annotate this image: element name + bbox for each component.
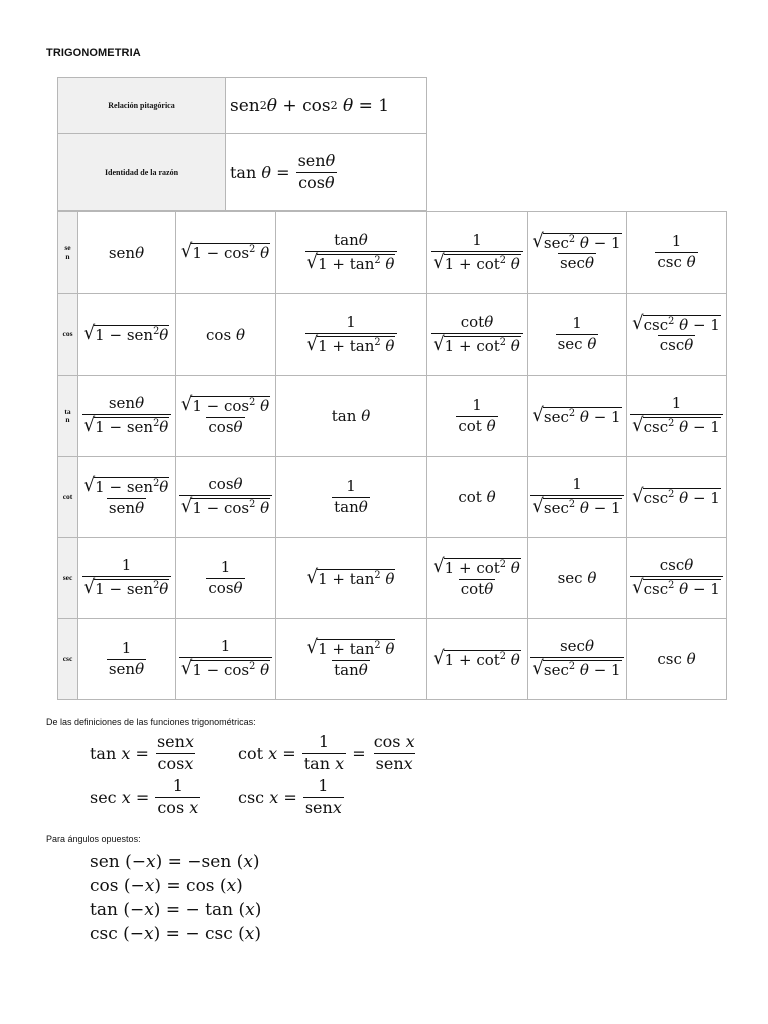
cell-csc-sen: $\frac{1}{\text{senθ}}$: [77, 618, 176, 700]
cell-cos-tan: 1 √ $1 + \tan^2 \theta$: [275, 293, 427, 376]
cell-tan-sen: senθ √ 1 − sen$^2$θ: [77, 375, 176, 457]
cell-sen-sec: √ $\sec^2 \theta - 1$ secθ: [527, 211, 627, 294]
cell-cos-cot: cotθ √ $1 + \cot^2 \theta$: [426, 293, 528, 376]
row-header-sen: se n: [57, 211, 78, 294]
cell-sec-tan: √ $1 + \tan^2 \theta$: [275, 537, 427, 619]
row-header-sec: sec: [57, 537, 78, 619]
row-header-cos: cos: [57, 293, 78, 376]
opposite-csc: csc (− x ) = − csc ( x ): [90, 924, 262, 944]
cell-csc-tan: √ $1 + \tan^2 \theta$ tanθ: [275, 618, 427, 700]
cell-sen-cot: 1 √ $1 + \cot^2 \theta$: [426, 211, 528, 294]
cell-sen-tan: tanθ √ $1 + \tan^2 \theta$: [275, 211, 427, 294]
cell-tan-sec: √ $\sec^2 \theta - 1$: [527, 375, 627, 457]
def-sec: sec x = $\frac{1}{\text{cos x}}$: [90, 776, 199, 817]
cell-cot-cos: cosθ √ $1 - \cos^2 \theta$: [175, 456, 276, 538]
cell-sec-sec: sec θ: [527, 537, 627, 619]
cell-tan-cot: $\frac{1}{\text{cot θ}}$: [426, 375, 528, 457]
cell-cot-sec: 1 √ $\sec^2 \theta - 1$: [527, 456, 627, 538]
cell-cos-sen: √ 1 − sen$^2$θ: [77, 293, 176, 376]
def-csc: csc x = $\frac{1}{\text{senx}}$: [238, 776, 342, 817]
cell-csc-cot: √ $1 + \cot^2 \theta$: [426, 618, 528, 700]
cell-sen-sen: sen θ: [77, 211, 176, 294]
row-header-tan: ta n: [57, 375, 78, 457]
cell-sec-csc: cscθ √ $\csc^2 \theta - 1$: [626, 537, 727, 619]
opposite-heading: Para ángulos opuestos:: [46, 834, 141, 844]
cell-cot-csc: √ $\csc^2 \theta - 1$: [626, 456, 727, 538]
cell-sec-cot: √ $1 + \cot^2 \theta$ cotθ: [426, 537, 528, 619]
ratio-formula: tan θ = $\frac{\text{senθ}}{\cos\theta}$: [225, 133, 427, 211]
cell-cos-cos: cos θ: [175, 293, 276, 376]
cell-csc-cos: 1 √ $1 - \cos^2 \theta$: [175, 618, 276, 700]
cell-sec-cos: $\frac{1}{\cos\theta}$: [175, 537, 276, 619]
def-tan: tan x = $\frac{\text{senx}}{\cos x}$: [90, 732, 194, 773]
page-title: TRIGONOMETRIA: [46, 47, 141, 59]
opposite-cos: cos (− x ) = cos ( x ): [90, 876, 243, 896]
pythagorean-formula: sen 2 θ + cos 2 θ = 1: [225, 77, 427, 134]
ratio-label: Identidad de la razón: [57, 133, 226, 211]
row-header-csc: csc: [57, 618, 78, 700]
cell-csc-sec: secθ √ $\sec^2 \theta - 1$: [527, 618, 627, 700]
opposite-tan: tan (− x ) = − tan ( x ): [90, 900, 262, 920]
row-header-cot: cot: [57, 456, 78, 538]
definitions-heading: De las definiciones de las funciones trigonométricas:: [46, 717, 256, 727]
cell-cot-cot: cot θ: [426, 456, 528, 538]
cell-cot-tan: $\frac{1}{\tan\theta}$: [275, 456, 427, 538]
pythagorean-label: Relación pitagórica: [57, 77, 226, 134]
cell-csc-csc: csc θ: [626, 618, 727, 700]
def-cot: cot x = $\frac{1}{\text{tan x}}$ = $\frac{\text{cos x}}{\text{senx}}$: [238, 732, 415, 773]
cell-cos-csc: √ $\csc^2 \theta - 1$ cscθ: [626, 293, 727, 376]
opposite-sen: sen (− x ) = −sen ( x ): [90, 852, 260, 872]
cell-tan-cos: √ $1 - \cos^2 \theta$ cosθ: [175, 375, 276, 457]
cell-sec-sen: 1 √ 1 − sen$^2$θ: [77, 537, 176, 619]
cell-cos-sec: $\frac{1}{\text{sec θ}}$: [527, 293, 627, 376]
cell-sen-csc: $\frac{1}{\text{csc θ}}$: [626, 211, 727, 294]
cell-sen-cos: √ $1 - \cos^2 \theta$: [175, 211, 276, 294]
cell-tan-csc: 1 √ $\csc^2 \theta - 1$: [626, 375, 727, 457]
cell-tan-tan: tan θ: [275, 375, 427, 457]
identity-table: [57, 77, 427, 211]
cell-cot-sen: √ 1 − sen$^2$θ senθ: [77, 456, 176, 538]
